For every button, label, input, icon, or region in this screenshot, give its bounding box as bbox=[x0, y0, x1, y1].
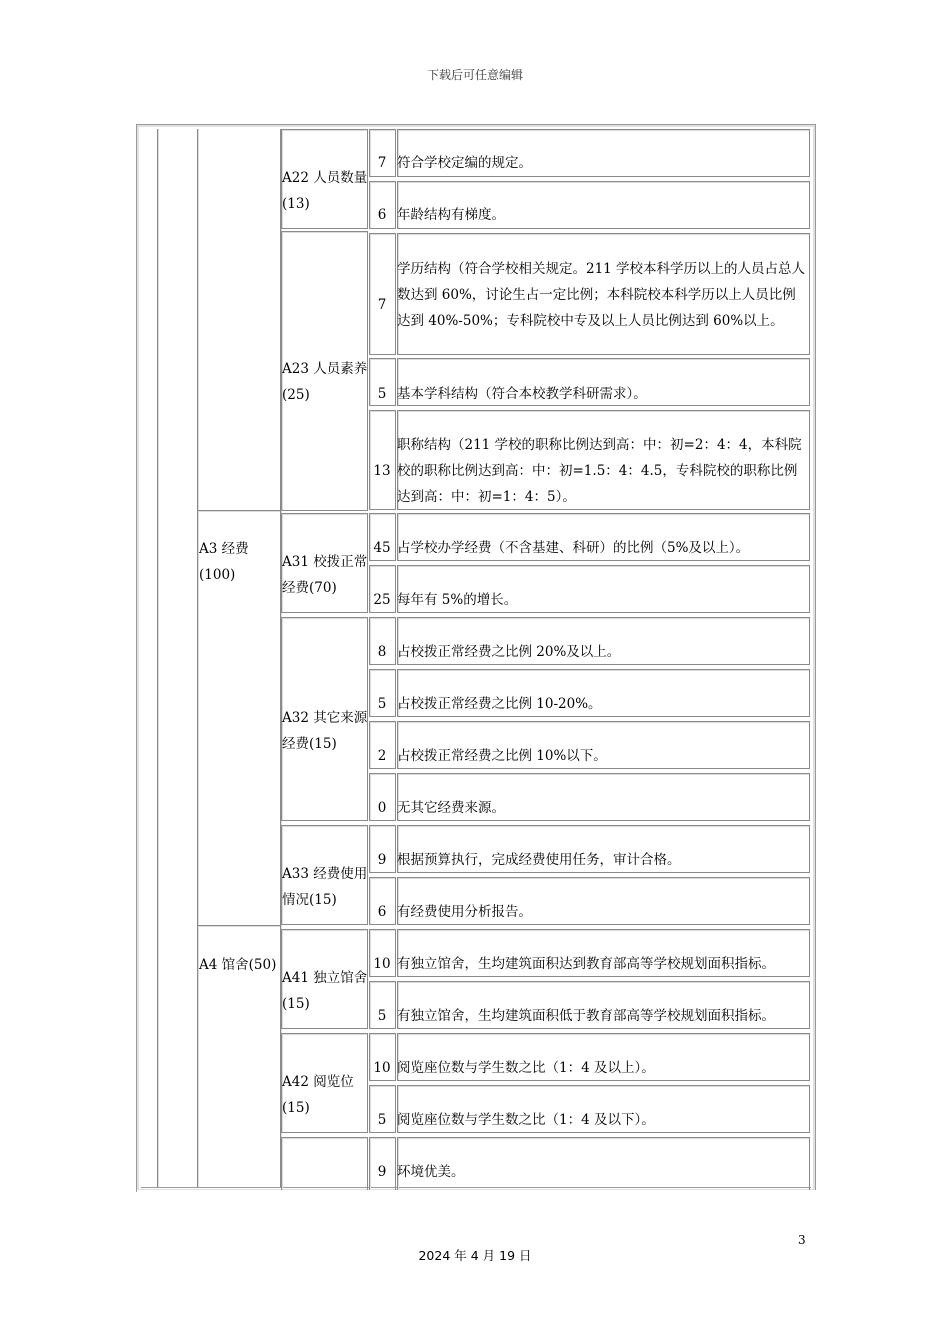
score-value: 2 bbox=[377, 748, 387, 764]
criterion-text: 职称结构（211 学校的职称比例达到高：中：初=2：4：4，本科院校的职称比例达到高：中：初=1.5：4：4.5，专科院校的职称比例达到高：中：初=1：4：5）。 bbox=[397, 437, 802, 505]
category-divider bbox=[198, 510, 280, 511]
indicator-label: A31 校拨正常经费(70) bbox=[282, 554, 368, 596]
indicator-label: A32 其它来源经费(15) bbox=[282, 710, 368, 752]
criterion-text: 环境优美。 bbox=[397, 1164, 465, 1180]
criterion-text: 占学校办学经费（不含基建、科研）的比例（5%及以上）。 bbox=[397, 540, 750, 556]
criterion-text: 阅览座位数与学生数之比（1：4 及以上）。 bbox=[397, 1060, 655, 1076]
criterion-text: 基本学科结构（符合本校教学科研需求）。 bbox=[397, 386, 647, 402]
score-value: 45 bbox=[373, 540, 391, 556]
criterion-text: 占校拨正常经费之比例 10-20%。 bbox=[397, 696, 602, 712]
footer-date: 2024 年 4 月 19 日 bbox=[418, 1248, 532, 1263]
criterion-text: 学历结构（符合学校相关规定。211 学校本科学历以上的人员占总人数达到 60%，讨论生占一定比例；本科院校本科学历以上人员比例达到 40%-50%；专科院校中专及以上人员比例达到 60%以上。 bbox=[397, 261, 806, 329]
score-value: 7 bbox=[377, 297, 387, 313]
indicator-label: A23 人员素养(25) bbox=[282, 361, 368, 403]
indicator-label: A22 人员数量(13) bbox=[282, 170, 368, 212]
score-value: 5 bbox=[377, 386, 387, 402]
criterion-text: 每年有 5%的增长。 bbox=[397, 592, 518, 608]
column-divider bbox=[197, 129, 198, 1187]
indicator-label: A33 经费使用情况(15) bbox=[282, 866, 368, 908]
score-value: 5 bbox=[377, 696, 387, 712]
criterion-text: 根据预算执行，完成经费使用任务，审计合格。 bbox=[397, 852, 681, 868]
score-value: 8 bbox=[377, 644, 387, 660]
score-value: 9 bbox=[377, 1164, 387, 1180]
criterion-text: 无其它经费来源。 bbox=[397, 800, 505, 816]
criterion-text: 占校拨正常经费之比例 20%及以上。 bbox=[397, 644, 621, 660]
page-header: 下载后可任意编辑 bbox=[426, 68, 523, 82]
score-value: 13 bbox=[373, 463, 391, 479]
table-bottom-mask bbox=[137, 1190, 817, 1202]
criterion-text: 有经费使用分析报告。 bbox=[397, 904, 532, 920]
criterion-text: 符合学校定编的规定。 bbox=[397, 155, 532, 171]
category-label: A4 馆舍(50) bbox=[199, 957, 277, 973]
category-divider bbox=[198, 925, 280, 926]
criterion-text: 占校拨正常经费之比例 10%以下。 bbox=[397, 748, 607, 764]
score-value: 5 bbox=[377, 1008, 387, 1024]
score-value: 6 bbox=[377, 904, 387, 920]
criterion-text: 有独立馆舍，生均建筑面积低于教育部高等学校规划面积指标。 bbox=[397, 1008, 775, 1024]
criterion-text: 有独立馆舍，生均建筑面积达到教育部高等学校规划面积指标。 bbox=[397, 956, 775, 972]
category-label: A3 经费(100) bbox=[199, 541, 249, 583]
page-number: 3 bbox=[798, 1233, 806, 1247]
score-value: 10 bbox=[373, 1060, 391, 1076]
score-value: 7 bbox=[377, 155, 387, 171]
score-value: 5 bbox=[377, 1112, 387, 1128]
score-value: 6 bbox=[377, 207, 387, 223]
score-value: 10 bbox=[373, 956, 391, 972]
criterion-text: 年龄结构有梯度。 bbox=[397, 207, 505, 223]
indicator-label: A41 独立馆舍(15) bbox=[282, 970, 368, 1012]
score-value: 0 bbox=[377, 800, 387, 816]
criterion-text: 阅览座位数与学生数之比（1：4 及以下）。 bbox=[397, 1112, 655, 1128]
indicator-label: A42 阅览位(15) bbox=[282, 1074, 354, 1116]
score-value: 25 bbox=[373, 592, 391, 608]
column-divider bbox=[157, 129, 158, 1187]
score-value: 9 bbox=[377, 852, 387, 868]
